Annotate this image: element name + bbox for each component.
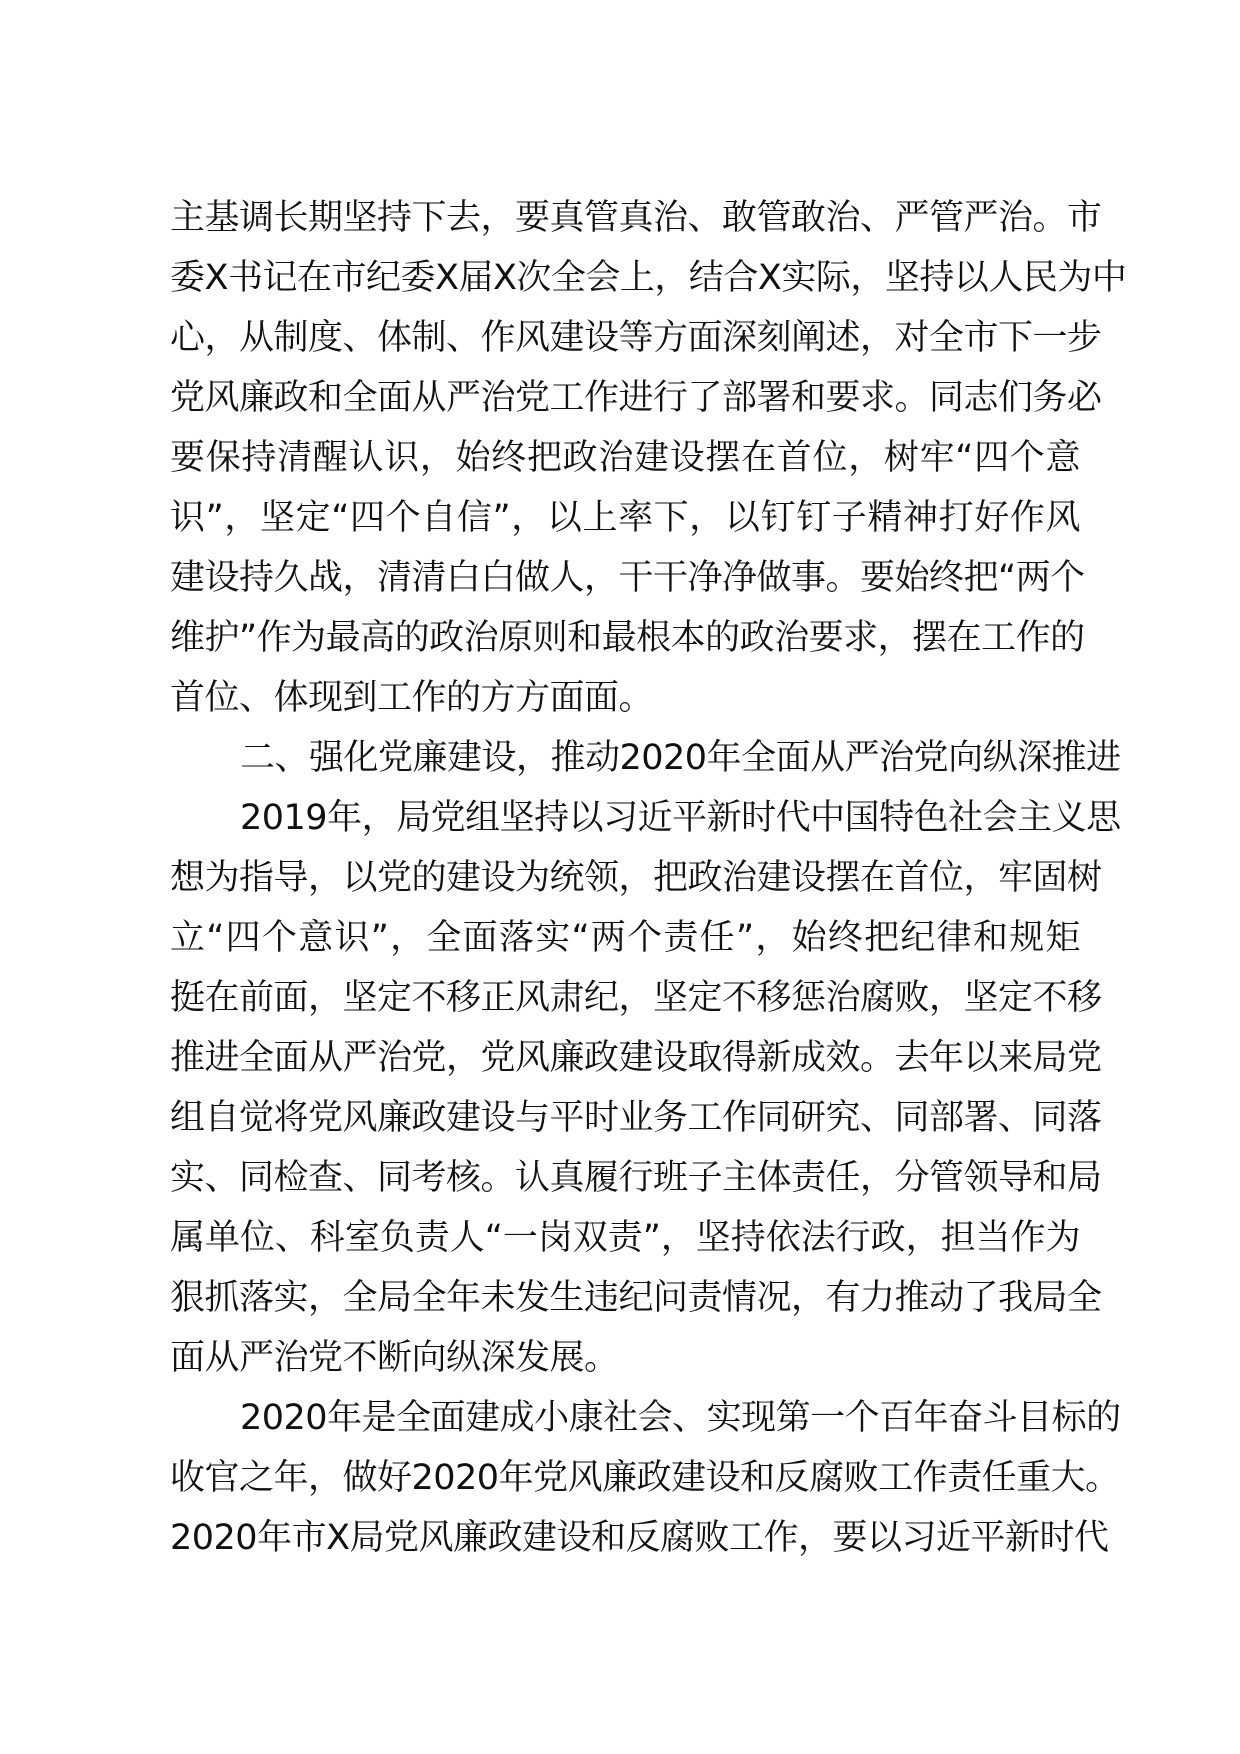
text-line: 维护”作为最高的政治原则和最根本的政治要求，摆在工作的 — [170, 618, 1085, 658]
text-line: 心，从制度、体制、作风建设等方面深刻阐述，对全市下一步 — [170, 318, 1102, 358]
text-line: 党风廉政和全面从严治党工作进行了部署和要求。同志们务必 — [170, 378, 1102, 418]
text-line: 狠抓落实，全局全年未发生违纪问责情况，有力推动了我局全 — [170, 1278, 1102, 1318]
body-text — [170, 188, 1127, 1568]
text-line: 主基调长期坚持下去，要真管真治、敢管敢治、严管严治。市 — [170, 198, 1102, 238]
paragraph — [170, 188, 1127, 728]
text-line: 挺在前面，坚定不移正风肃纪，坚定不移惩治腐败，坚定不移 — [170, 978, 1102, 1018]
text-line: 实、同检查、同考核。认真履行班子主体责任，分管领导和局 — [170, 1158, 1102, 1198]
heading-line: 二、强化党廉建设，推动2020年全面从严治党向纵深推进 — [240, 738, 1121, 778]
text-line: 建设持久战，清清白白做人，干干净净做事。要始终把“两个 — [170, 558, 1085, 598]
text-line: 要保持清醒认识，始终把政治建设摆在首位，树牢“四个意 — [170, 438, 1080, 478]
text-line: 首位、体现到工作的方方面面。 — [170, 678, 654, 718]
text-line: 面从严治党不断向纵深发展。 — [170, 1338, 619, 1378]
text-line: 想为指导，以党的建设为统领，把政治建设摆在首位，牢固树 — [170, 858, 1102, 898]
text-line: 识”，坚定“四个自信”，以上率下，以钉钉子精神打好作风 — [170, 498, 1080, 538]
text-line: 2019年，局党组坚持以习近平新时代中国特色社会主义思 — [240, 798, 1121, 838]
text-line: 收官之年，做好2020年党风廉政建设和反腐败工作责任重大。 — [170, 1458, 1120, 1498]
text-line: 2020年市X局党风廉政建设和反腐败工作，要以习近平新时代 — [170, 1518, 1109, 1558]
text-line: 推进全面从严治党，党风廉政建设取得新成效。去年以来局党 — [170, 1038, 1102, 1078]
text-line: 2020年是全面建成小康社会、实现第一个百年奋斗目标的 — [240, 1398, 1121, 1438]
text-line: 委X书记在市纪委X届X次全会上，结合X实际，坚持以人民为中 — [170, 258, 1127, 298]
text-line: 立“四个意识”，全面落实“两个责任”，始终把纪律和规矩 — [170, 918, 1080, 958]
text-line: 属单位、科室负责人“一岗双责”，坚持依法行政，担当作为 — [170, 1218, 1080, 1258]
text-line: 组自觉将党风廉政建设与平时业务工作同研究、同部署、同落 — [170, 1098, 1102, 1138]
section-heading — [170, 728, 1121, 788]
paragraph — [170, 1388, 1121, 1568]
paragraph — [170, 788, 1121, 1388]
